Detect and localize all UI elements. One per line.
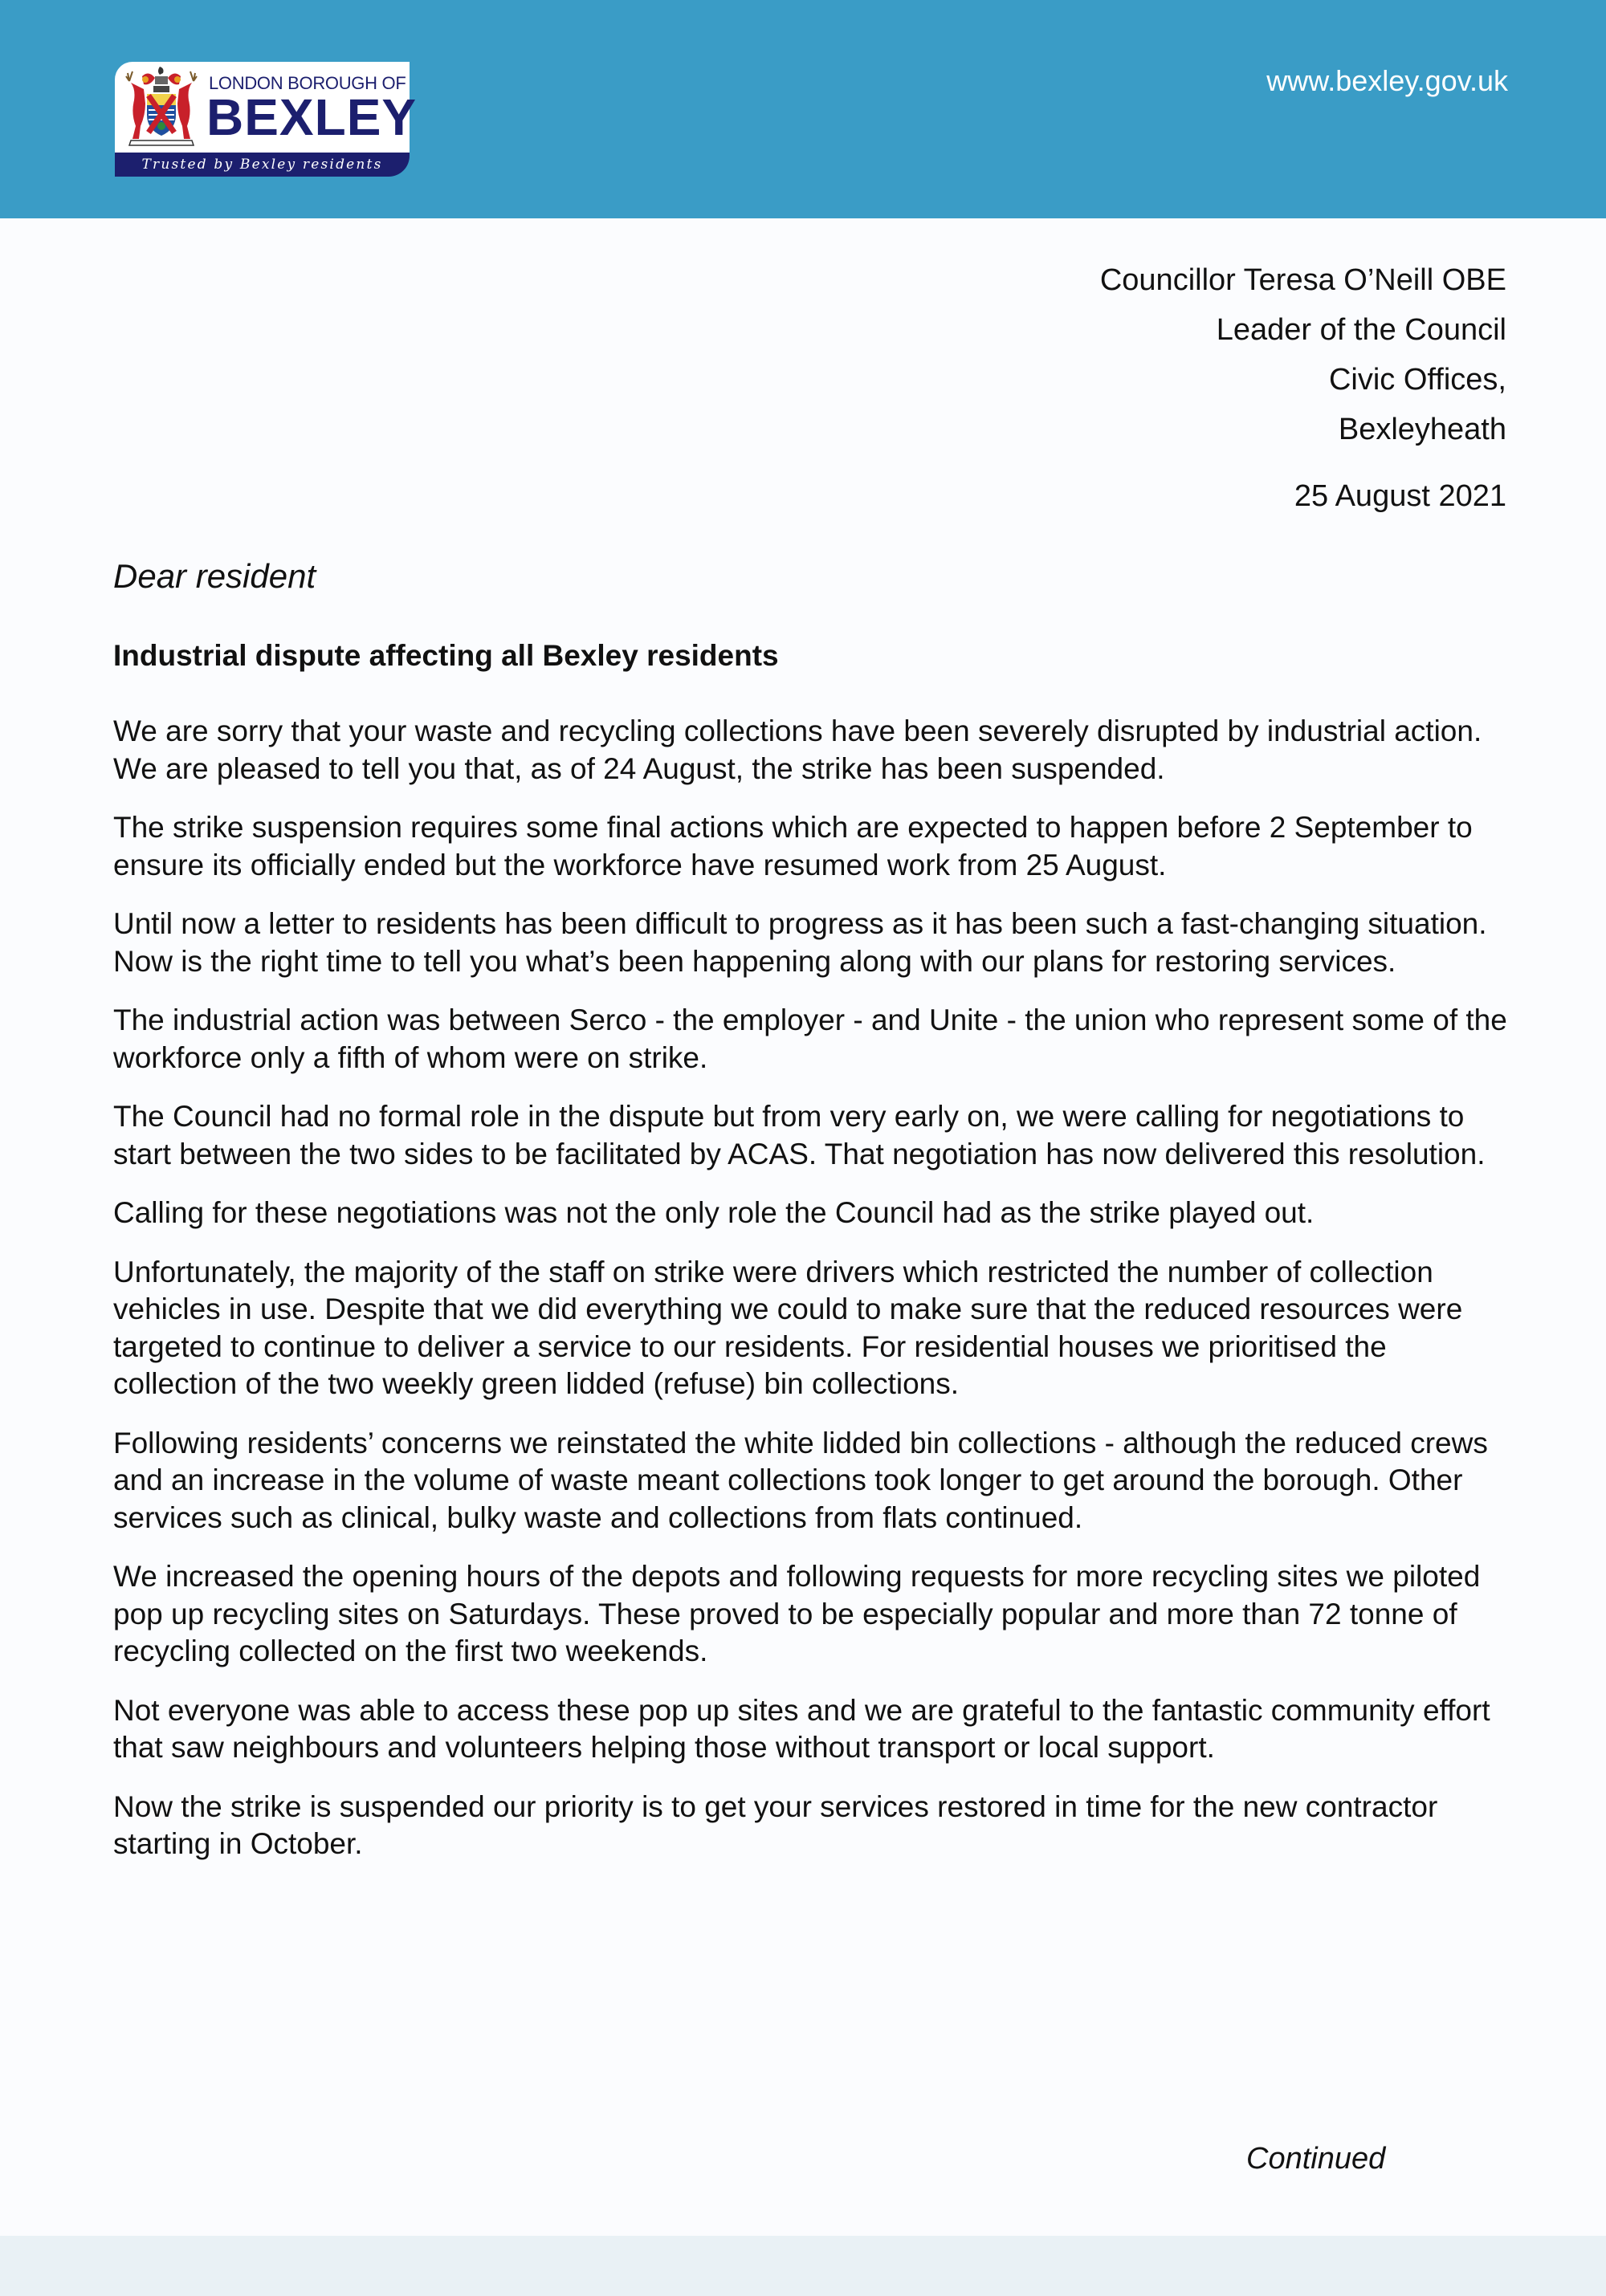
bexley-logo (115, 62, 418, 177)
body-paragraph: The industrial action was between Serco - the employer - and Unite - the union who represent some of the workforce only a fifth of whom were on strike. (113, 1003, 1507, 1074)
body-paragraph: Until now a letter to residents has been difficult to progress as it has been such a fast-changing situation. Now is the right time to tell you what’s been happening along with our plans for restoring services. (113, 907, 1487, 978)
sender-block (1100, 255, 1506, 454)
body-paragraph: The strike suspension requires some final actions which are expected to happen before 2 September to ensure its officially ended but the workforce have resumed work from 25 August. (113, 811, 1473, 881)
body-paragraph: Following residents’ concerns we reinstated the white lidded bin collections - although the reduced crews and an increase in the volume of waste meant collections took longer to get around the borough. Other services such as clinical, bulky waste and collections from flats continued. (113, 1426, 1488, 1534)
website-url: www.bexley.gov.uk (1266, 64, 1508, 97)
continued-label: Continued (1246, 2142, 1386, 2176)
logo-borough-text: LONDON BOROUGH OF (209, 73, 406, 93)
letter-subject: Industrial dispute affecting all Bexley residents (113, 639, 779, 672)
sender-address-line1: Civic Offices, (1328, 363, 1506, 397)
logo-tagline: Trusted by Bexley residents (115, 153, 410, 177)
body-paragraph: Calling for these negotiations was not the only role the Council had as the strike played out. (113, 1196, 1315, 1229)
body-paragraph: The Council had no formal role in the dispute but from very early on, we were calling for negotiations to start between the two sides to be facilitated by ACAS. That negotiation has now delivered this resolution. (113, 1100, 1486, 1170)
greeting: Dear resident (113, 557, 316, 595)
logo-bexley-text: BEXLEY (206, 88, 418, 146)
body-paragraph: Now the strike is suspended our priority is to get your services restored in time for the new contractor starting in October. (113, 1789, 1438, 1860)
footer-band (0, 2236, 1606, 2296)
body-paragraph: Unfortunately, the majority of the staff on strike were drivers which restricted the number of collection vehicles in use. Despite that we did everything we could to make sure that the reduced resources were targeted to continue to deliver a service to our residents. For residential houses we prioritised the collection of the two weekly green lidded (refuse) bin collections. (113, 1255, 1463, 1400)
header-band (0, 0, 1606, 218)
sender-address-line2: Bexleyheath (1338, 413, 1506, 446)
sender-role: Leader of the Council (1216, 313, 1506, 347)
sender-name: Councillor Teresa O’Neill OBE (1099, 263, 1506, 297)
body-paragraph: We increased the opening hours of the depots and following requests for more recycling sites we piloted pop up recycling sites on Saturdays. These proved to be especially popular and more than 72 tonne of recycling collected on the first two weekends. (113, 1560, 1481, 1667)
body-paragraph: We are sorry that your waste and recycling collections have been severely disrupted by industrial action. We are pleased to tell you that, as of 24 August, the strike has been suspended. (113, 714, 1482, 785)
coat-of-arms-icon (124, 65, 198, 147)
letter-body (113, 713, 1514, 1885)
logo-panel (115, 62, 418, 153)
letter-date: 25 August 2021 (1294, 479, 1506, 513)
body-paragraph: Not everyone was able to access these pop up sites and we are grateful to the fantastic community effort that saw neighbours and volunteers helping those without transport or local support. (113, 1693, 1490, 1764)
